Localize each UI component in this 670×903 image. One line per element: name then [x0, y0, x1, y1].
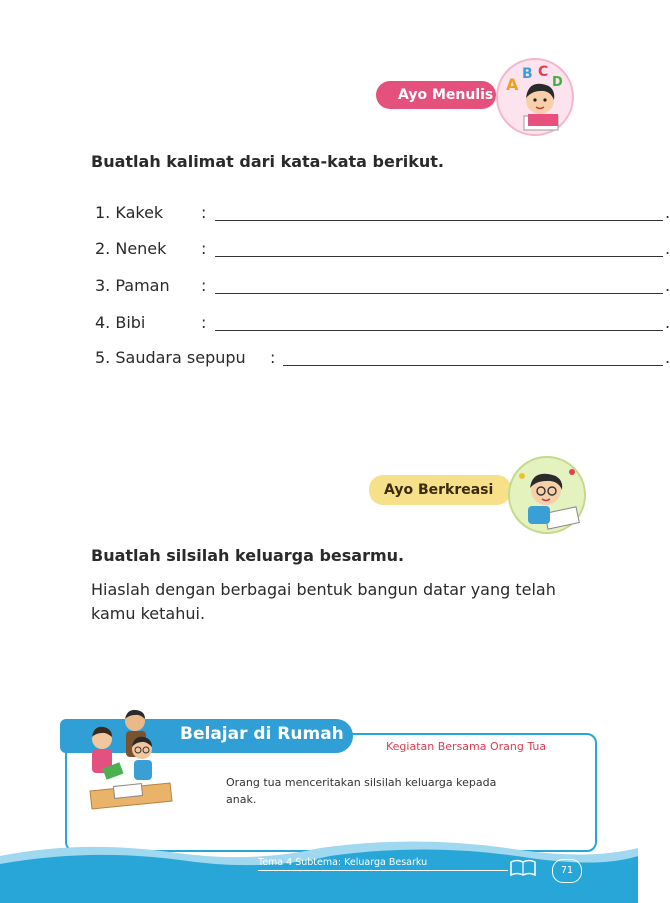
- page-number: 71: [552, 859, 582, 883]
- footer-divider: [258, 870, 508, 871]
- drawing-boy-illustration: [508, 456, 586, 534]
- footer-text: Tema 4 Subtema: Keluarga Besarku: [258, 857, 428, 868]
- item-label: 2. Nenek: [95, 239, 167, 258]
- item-label: 1. Kakek: [95, 203, 164, 222]
- book-icon: [508, 857, 538, 879]
- svg-text:B: B: [522, 66, 533, 82]
- item-period: .: [665, 239, 670, 258]
- item-label: 4. Bibi: [95, 313, 146, 332]
- item-period: .: [665, 348, 670, 367]
- item-colon: :: [270, 348, 276, 367]
- item-period: .: [665, 313, 670, 332]
- item-period: .: [665, 276, 670, 295]
- belajar-di-rumah-text: Orang tua menceritakan silsilah keluarga kepada anak.: [226, 776, 497, 806]
- answer-line[interactable]: [215, 293, 663, 294]
- item-colon: :: [201, 313, 207, 332]
- menulis-instruction: Buatlah kalimat dari kata-kata berikut.: [91, 152, 444, 171]
- answer-line[interactable]: [283, 365, 663, 366]
- answer-line[interactable]: [215, 220, 663, 221]
- belajar-di-rumah-subtitle: Kegiatan Bersama Orang Tua: [386, 740, 547, 753]
- answer-line[interactable]: [215, 256, 663, 257]
- berkreasi-text: Hiaslah dengan berbagai bentuk bangun datar yang telah kamu ketahui.: [91, 580, 556, 623]
- item-label: 5. Saudara sepupu: [95, 348, 246, 367]
- berkreasi-instruction: Buatlah silsilah keluarga besarmu.: [91, 546, 405, 565]
- svg-text:C: C: [538, 64, 549, 80]
- item-colon: :: [201, 239, 207, 258]
- ayo-menulis-badge: [376, 81, 496, 109]
- answer-line[interactable]: [215, 330, 663, 331]
- item-colon: :: [201, 203, 207, 222]
- svg-text:D: D: [552, 75, 563, 90]
- svg-text:A: A: [506, 75, 519, 94]
- item-period: .: [665, 203, 670, 222]
- writing-girl-illustration: [496, 58, 574, 136]
- item-label: 3. Paman: [95, 276, 170, 295]
- ayo-menulis-label: Ayo Menulis: [398, 87, 494, 103]
- ayo-berkreasi-label: Ayo Berkreasi: [384, 482, 494, 498]
- belajar-di-rumah-title: Belajar di Rumah: [180, 724, 344, 744]
- item-colon: :: [201, 276, 207, 295]
- family-studying-illustration: [80, 705, 180, 825]
- ayo-berkreasi-badge: [369, 475, 511, 505]
